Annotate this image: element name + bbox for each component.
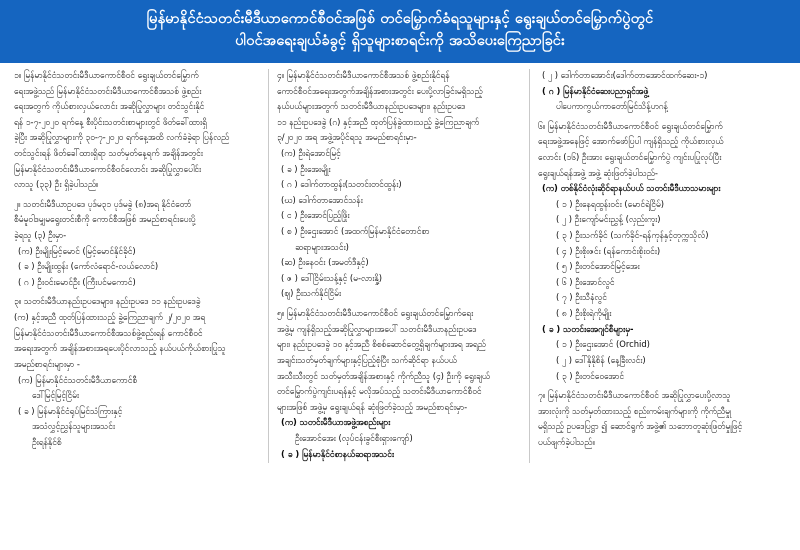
article-line: တင်သွင်းရန် ဖိတ်ခေါ်ထားရှိရာ သတ်မှတ်နေ့ရက် အချိန်အတွင်း [14,147,203,158]
article-line: ၆။ မြန်မာနိုင်ငံသတင်းမီဒီယာကောင်စီဝင် ရွေးချယ်တင်မြှောက် [538,120,723,131]
article-line: ( ၂ ) ဒေါ်နိုနိုစိန် (နေ့ခြီးလင်း) [556,354,646,365]
article-line: (ဈ) ဦးသက်နိုင်ငြိမ်း [281,288,342,299]
article-line: ပယ်ဖျက်ခဲ့ပါသည်။ [538,436,595,447]
article-line: ( ၁ ) ဦးနေရထွန်းဝင်း (မောင်ရဲငြိမ်) [556,198,664,209]
article-line: လောင်း (၁၆) ဦးအား ရွေးချယ်တင်မြှောက်ပွဲ ကျင်းပပြုလုပ်ပြီး [538,151,722,162]
article-line: ( ၂ ) ဒေါက်တာအောင်း(ဒေါက်တာအောင်ထက်ဆေး-၁) [542,69,708,80]
article-line: ရေးအတွက် ကိုယ်စားလှယ်လောင်း အဆိုပြုလွှာများ တင်သွင်းနိုင် [14,101,205,112]
article-line: ( ၇ ) ဦးသီနံလွင် [556,292,607,303]
article-line: ( င ) ဦးအောင်ပြည့်ဖြိုး [281,210,350,221]
article-line: ဒေါ်မြင့်မြင့်ငြိမ်း [32,390,80,401]
article-line: ပါပေကာကွယ်ကာတော်မြင်သိန့်ဟဂန့် [556,101,668,112]
article-line: ( ဂ ) ဒေါက်တာထွန်း(သတင်းတင်ထွန်း) [281,179,402,190]
announcement-banner [0,0,800,63]
banner-title-line-2: ပါဝင်အရေးချယ်ခံခွင့် ရှိသူများစာရင်းကို အသိပေးကြေညာခြင်း [235,33,565,50]
article-line: အမည်စာရင်းများမှာ - [14,358,80,369]
article-line: ၂။ သတင်းမီဒီယာဥပဒေ ပုဒ်မ၃၁ ပုဒ်မခွဲ (၈)အရ နိုင်ငံတော် [14,198,192,209]
article-line: ( ခ ) ဦးအေးမျိုး [281,163,331,174]
article-columns [0,63,800,463]
article-line: ( ဂ ) မြန်မာနိုင်ငံဆေးပညာရှင်အဖွဲ့ [542,85,649,96]
article-line: ( ၁ ) ဦးဌေးအောင် (Orchid) [556,339,650,350]
article-line: ( ၃ ) ဦးသက်ခိုင် (သက်ခိုင်-ရန်ကုန်နှင့်တုက္ကသိုလ်) [556,230,709,241]
article-line: နယ်ပယ်များအတွက် သတင်းမီဒီယာနည်းဥပဒေများ၊ နည်းဥပဒေ [277,101,466,112]
article-line: မရှိသည့် ဥပဒေပြဋ္ဌာ ၍ ဆောင်ရွက် အဖွဲ့၏ သဘောတူဆုံးဖြတ်မှုုဖြင့် [538,421,743,432]
article-line: စီမံမူဝါဒမျှမရွေးတင်းစီကို ကောင်စီအဖြစ် အမည်စာရင်းပေးပို့ [14,214,196,225]
article-line: ၅။ မြန်မာနိုင်ငံသတင်းမီဒီယာကောင်စီဝင် ရွေးချယ်တင်မြှောက်ရေး [277,308,474,319]
article-line: များ၊ နည်းဥပဒေခွဲ ၁၀ နှင့်အညီ စိစစ်ဆောင်တွေ့ရှိချက်များအရ အရည် [277,339,486,350]
article-line: ( ၈ ) ဦးစိုးရဲကိုမျိုး [556,308,612,319]
article-line: ရွေးချယ်ရန်အဖွဲ့ အဖွဲ့ ဆုံးဖြတ်ခဲ့ပါသည်- [538,167,658,178]
article-line: မြန်မာနိုင်ငံသတင်းမီဒီယာကောင်စီအသစ်ဖွဲ့စည်းရန် ကောင်စီဝင် [14,327,203,338]
article-line: ( ၂ ) ဦးကျော်မင်းညွှန့် (လှည်းကူး) [556,214,661,225]
article-line: ခဲ့ရသူ (၃) ဦးမှာ- [14,230,67,241]
article-line: အသီးသီးတွင် သတ်မှတ်အချိန်အစားနှင့် ကိုက်ညီသူ (၄) ဦးကို ရွေးချယ် [277,370,491,381]
article-line: ( ဂ ) ဦးဝင်းမောင်ဦး (ကြီးပင်မကောင်) [18,276,136,287]
article-line: ဆရာများအသင်း) [295,241,349,252]
article-line: ရေးအဖွဲ့သည် မြန်မာနိုင်ငံသတင်းမီဒီယာကောင်စီအသစ် ဖွဲ့စည်း [14,85,202,96]
article-line: ခဲ့ပြီး အဆိုပြုလွှာများကို ၃၀-၇-၂၀၂၀ ရက်နေ့အထိ လက်ခံခဲ့ရာ ပြန်လည် [14,132,230,143]
article-line: ( စ ) ဦးဌေးအောင် (အထက်မြန်မာနိုင်ငံတောင်စာ [281,226,430,237]
article-line: ( ခ ) မြန်မာနိုင်ငံစာနယ်ဆရာအသင်း [281,448,395,459]
article-column-middle [268,69,530,463]
article-column-right [530,69,792,463]
article-line: ရန် ၁-၇-၂၀၂၀ ရက်နေ့ စီးပိုင်းသတင်းစာများတွင် ဖိတ်ခေါ်ထားရှိ [14,116,207,127]
article-line: အားလုံးကို သတ်မှတ်ထားသည့် စည်းကမ်းချက်များကို ကိုက်ညီမှုု [538,405,732,416]
article-line: ၁။ မြန်မာနိုင်ငံသတင်းမီဒီယာကောင်စီဝင် ရွေးချယ်တင်မြှောက် [14,69,199,80]
article-line: (က) တစ်နိုင်ငံလုံးဆိုင်ရာနယ်ပယ် သတင်းမီဒီယာသမားများ [542,183,721,194]
article-line: ( ခ ) ဦးမျိုးထွန်း (ကော်လံရောင်-လယ်လောင်) [18,261,159,272]
article-line: ( ၃ ) ဦးတင်ဝေအောင် [556,370,625,381]
article-line: (ဃ) ဒေါက်တာအောင်သန်း [281,194,363,205]
article-line: အသံလွှင့်ညွှန်သူများအသင်း [32,421,116,432]
article-column-left [6,69,268,463]
article-line: (က) ဦးရဲအောင်မြင့် [281,147,341,158]
article-line: ( ၅ ) ဦးတင်အောင်မြင့်အေး [556,261,640,272]
article-line: ဦးအောင်အေး (လုပ်ငန်းခွင်စီးရှားကျော်) [295,432,413,443]
article-line: အဖွဲ့မှ ကျန်ရှိသည့်အဆိုပြုလွှာများအပေါ် သတင်းမီဒီယာနည်းဥပဒေ [277,323,477,334]
article-line: တင်မြှောက်ပွဲကျင်းပရန်နှင့် မလိုအပ်သည့် သတင်းမီဒီယာကောင်စီဝင် [277,386,482,397]
article-line: (ဆ) ဦးနေဝင်း (အမတ်ဒီနှင့်) [281,257,369,268]
article-line: ၃/၂၀၂၀ အရ အဖွဲ့အပိုင်ရသူ အမည်စာရင်းမှာ- [277,132,417,143]
article-line: အရေးအတွက် အချိန်အစားအရပေးပိုင်လာသည့် နယ်ပယ်ကိုယ်စားပြုသူ [14,343,226,354]
article-line: ၇။ မြန်မာနိုင်ငံသတင်းမီဒီယာကောင်စီဝင် အဆိုပြုလွှာပေးပို့လာသူ [538,390,731,401]
article-line: ကောင်စီဝင်အရေးအတွက်အချိန်အစားအတွင်း ပေးပို့လာခြင်းမရှိသည့် [277,85,483,96]
banner-title-line-1: မြန်မာနိုင်ငံသတင်းမီဒီယာကောင်စီဝင်အဖြစ် တင်မြှောက်ခံရသူများနှင့် ရွေးချယ်တင်မြှောက်ပွဲတွင် [146,11,654,27]
article-line: ဦးရန်နိုင်စိ [32,436,62,447]
article-line: ၄။ မြန်မာနိုင်ငံသတင်းမီဒီယာကောင်စီအသစ် ဖွဲ့စည်းနိုင်ရန် [277,69,450,80]
article-line: (က) မြန်မာနိုင်ငံသတင်းမီဒီယာကောင်စီ [18,374,138,385]
article-line: ( ခ ) မြန်မာနိုင်ငံရုပ်မြင်သံကြားနှင့် [18,405,123,416]
article-line: ( ၄ ) ဦးစိုးဇင်း (ရန်ကောင်းစိုးဝင်း) [556,245,661,256]
article-line: မြန်မာနိုင်ငံသတင်းမီဒီယာကောင်စီဝင်လောင်း အဆိုပြုလွှာပေါင်း [14,163,202,174]
article-line: (က) နှင့်အညီ ထုတ်ပြန်ထားသည့် ခွဲ့ကြေညာချက် ၂/၂၀၂၀ အရ [14,312,206,323]
article-line: အချင်းသတ်မှတ်ချက်များနှင့်ပြည့်စုံပြီး သက်ဆိုင်ရာ နယ်ပယ် [277,354,457,365]
article-line: ( ဇ ) ဒေါ်ငြိမ်းသန့်နှင့် (မ-လားနှို့) [281,272,382,283]
article-line: (က) သတင်းမီဒီယာအဖွဲ့အစည်းများ [281,417,391,428]
article-line: များအဖြစ် အဖွဲ့မှ ရွေးချယ်ရန် ဆုံးဖြတ်ခဲ့သည့် အမည်စာရင်းမှာ- [277,401,468,412]
article-line: ၁၁ နည်းဥပဒေခွဲ (ဂ) နှင့်အညီ ထုတ်ပြန်ခွဲထားသည့် ခွဲ့ကြေညာချက် [277,116,480,127]
article-line: ရေးအဖွဲ့အနေဖြင့် အောက်ဖော်ပြပါ ကျန်ရှိသည့် ကိုယ်စားလှယ် [538,136,724,147]
article-line: လာသူ (၃၃) ဦး ရှိခဲ့ပါသည်။ [14,179,99,190]
article-line: ( ၆ ) ဦးအောင်လွင် [556,276,615,287]
article-line: (က) ဦးမျိုးမြင့်မောင် (မြင့်မောင်နိုင်ခိုင်) [18,245,136,256]
article-line: ၃။ သတင်းမီဒီယာနည်းဥပဒေများ၊ နည်းဥပဒေ ၁၁ နည်းဥပဒေခွဲ [14,296,201,307]
article-line: ( ခ ) သတင်းအေဂျင်စီများမှ- [542,323,634,334]
